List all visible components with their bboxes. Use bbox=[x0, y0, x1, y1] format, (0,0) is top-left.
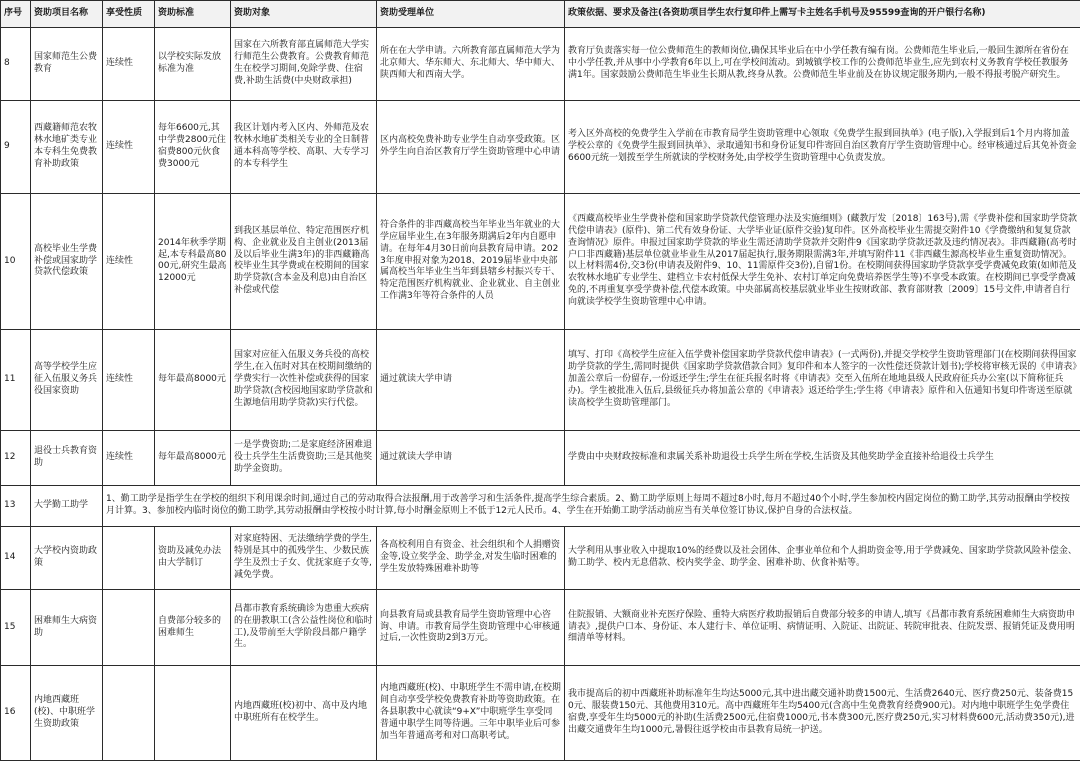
office: 区内高校免费补助专业学生自动享受政策。区外学生向自治区教育厅学生资助管理中心申请 bbox=[377, 101, 565, 194]
target: 昌都市教育系统确诊为患重大疾病的在册教职工(含公益性岗位和临时工),及带前至大学阶段昌都户籍学生。 bbox=[231, 590, 377, 666]
row-number: 12 bbox=[1, 431, 31, 485]
policy: 考入区外高校的免费学生入学前在市教育局学生资助管理中心领取《免费学生报到回执单》(电子版),入学报到后1个月内将加盖学校公章的《免费学生报到回执单》、录取通知书和身份证复印件寄回自治区教育厅学生资助管理中心。经审核通过后其免补资金6600元统一划拨至学生所就读的学校财务处,由学校学生资助管理中心负责发放。 bbox=[565, 101, 1080, 194]
office: 通过就读大学申请 bbox=[377, 431, 565, 485]
header-row bbox=[1, 1, 1080, 28]
nature: 连续性 bbox=[103, 431, 155, 485]
policy: 我市提高后的初中西藏班补助标准年生均达5000元,其中进出藏交通补助费1500元、生活费2640元、医疗费250元、装备费150元、服装费150元、其他费用310元。高中西藏班年生均5400元(含高中生免费教育经费900元)。对内地中职班学生免学费住宿费,享受年生均5000元的补助(生活费2500元,住宿费1000元,书本费300元,医疗费250元,实习材料费600元,活动费350元),进出藏交通费年生均1000元,暑假往返学校由市县教育局统一护送。 bbox=[565, 665, 1080, 760]
project-name: 困难师生大病资助 bbox=[31, 590, 103, 666]
table-row bbox=[1, 485, 1080, 527]
row-number: 9 bbox=[1, 101, 31, 194]
merged-description: 1、勤工助学是指学生在学校的组织下利用课余时间,通过自己的劳动取得合法报酬,用于改善学习和生活条件,提高学生综合素质。2、勤工助学原则上每周不超过8小时,每月不超过40个小时,学生参加校内固定岗位的勤工助学,其劳动报酬由学校按月计算。3、参加校内临时岗位的勤工助学,其劳动报酬由学校按小时计算,每小时酬金原则上不低于12元人民币。4、学生在开始勤工助学活动前应当有关单位签订协议,保护自身的合法权益。 bbox=[103, 485, 1080, 527]
table-row bbox=[1, 101, 1080, 194]
standard: 每年最高8000元 bbox=[155, 431, 231, 485]
office: 向县教育局或县教育局学生资助管理中心咨询、申请。市教育局学生资助管理中心审核通过后,一次性资助2到3万元。 bbox=[377, 590, 565, 666]
policy: 《西藏高校毕业生学费补偿和国家助学贷款代偿管理办法及实施细则》(藏教厅发〔2018〕163号),需《学费补偿和国家助学贷款代偿申请表》(原件)、第二代有效身份证、大学毕业证(原件交验)复印件。区外高校毕业生需提交附件10《学费缴纳和复复贷款查询情况》原件。申报过国家助学贷款的毕业生需还清助学贷款并交附件9《国家助学贷款还款及违约情况表》。非西藏籍(高考时户口非西藏籍)基层单位就业毕业生从2017届起执行,服务期限需满3年,并填写附件11《非西藏生源高校毕业生重复资助情况》。以上材料需4份,交3份(申请表及附件9、10、11需原件交3份),自留1份。在校期间获得国家助学贷款享受学费减免政策(如师范及农牧林水地矿专业学生、建档立卡农村低保大学生免补、农村订单定向免费培养医学生等)不享受本政策。在校期间已享受学费减免的,不再重复享受学费补偿,代偿本政策。中央部属高校基层就业毕业生按财政部、教育部财教〔2009〕15号文件,申请者自行向就读学校学生资助管理中心申请。 bbox=[565, 194, 1080, 330]
row-number: 14 bbox=[1, 527, 31, 590]
header-office: 资助受理单位 bbox=[377, 1, 565, 28]
table-row bbox=[1, 27, 1080, 101]
project-name: 大学校内资助政策 bbox=[31, 527, 103, 590]
policy: 住院报销、大额商业补充医疗保险、重特大病医疗救助报销后自费部分较多的申请人,填写《昌都市教育系统困难师生大病资助申请表》,提供户口本、身份证、本人建行卡、单位证明、病情证明、入院证、出院证、转院审批表、住院发票、报销凭证及费用明细清单等材料。 bbox=[565, 590, 1080, 666]
standard bbox=[155, 665, 231, 760]
header-number: 序号 bbox=[1, 1, 31, 28]
office: 所在在大学申请。六所教育部直属师范大学为北京师大、华东师大、东北师大、华中师大、陕西师大和西南大学。 bbox=[377, 27, 565, 101]
office: 内地西藏班(校)、中职班学生不需申请,在校期间自动享受学校免费教育补助等资助政策。在各县职教中心就读“9+X”中职班学生享受同普通中职学生同等待遇。三年中职毕业后可参加当年普通高考和对口高职考试。 bbox=[377, 665, 565, 760]
target: 我区计划内考入区内、外师范及农牧林水地矿类相关专业的全日制普通本科高等学校、高职、大专学习的本专科学生 bbox=[231, 101, 377, 194]
project-name: 国家师范生公费教育 bbox=[31, 27, 103, 101]
table-row bbox=[1, 431, 1080, 485]
nature: 连续性 bbox=[103, 194, 155, 330]
header-nature: 享受性质 bbox=[103, 1, 155, 28]
nature bbox=[103, 665, 155, 760]
row-number: 8 bbox=[1, 27, 31, 101]
office: 各高校利用自有资金、社会组织和个人捐赠资金等,设立奖学金、助学金,对发生临时困难的学生发放特殊困难补助等 bbox=[377, 527, 565, 590]
project-name: 退役士兵教育资助 bbox=[31, 431, 103, 485]
row-number: 13 bbox=[1, 485, 31, 527]
project-name: 西藏籍师范农牧林水地矿类专业本专科生免费教育补助政策 bbox=[31, 101, 103, 194]
standard: 每年6600元,其中学费2800元住宿费800元伙食费3000元 bbox=[155, 101, 231, 194]
policy: 填写、打印《高校学生应征入伍学费补偿国家助学贷款代偿申请表》(一式两份),并提交学校学生资助管理部门(在校期间获得国家助学贷款的学生,需同时提供《国家助学贷款借款合同》复印件和本人签字的一次性偿还贷款计划书);学校将审核无误的《申请表》加盖公章后一份留存,一份返还学生;学生在征兵报名时将《申请表》交至入伍所在地地县级人民政府征兵办公室(以下简称征兵办)。学生被批准入伍后,县级征兵办将加盖公章的《申请表》返还给学生;学生将《申请表》原件和入伍通知书复印件寄送至原就读高校学生资助管理部门。 bbox=[565, 329, 1080, 430]
policy: 学费由中央财政按标准和隶属关系补助退役士兵学生所在学校,生活资及其他奖助学金直接补给退役士兵学生 bbox=[565, 431, 1080, 485]
header-target: 资助对象 bbox=[231, 1, 377, 28]
office: 符合条件的非西藏高校当年毕业当年就业的大学应届毕业生,在3年服务期满后2年内自愿申请。在每年4月30日前向县教育局申请。2023年度申报对象为2018、2019届毕业中央部属高校当年毕业生当年到县辖乡村振兴专干、特定范围医疗机构就业、企业就业、自主创业工作满3年等符合条件的人员 bbox=[377, 194, 565, 330]
table-row bbox=[1, 329, 1080, 430]
standard: 以学校实际发放标准为准 bbox=[155, 27, 231, 101]
project-name: 高校毕业生学费补偿或国家助学贷款代偿政策 bbox=[31, 194, 103, 330]
standard: 资助及减免办法由大学制订 bbox=[155, 527, 231, 590]
standard: 自费部分较多的困难师生 bbox=[155, 590, 231, 666]
target: 内地西藏班(校)初中、高中及内地中职班所有在校学生。 bbox=[231, 665, 377, 760]
project-name: 内地西藏班(校)、中职班学生资助政策 bbox=[31, 665, 103, 760]
header-policy: 政策依据、要求及备注(各资助项目学生农行复印件上需写卡主姓名手机号及95599查询的开户银行名称) bbox=[565, 1, 1080, 28]
office: 通过就读大学申请 bbox=[377, 329, 565, 430]
table-row bbox=[1, 194, 1080, 330]
target: 对家庭特困、无法缴纳学费的学生,特别是其中的孤残学生、少数民族学生及烈士子女、优抚家庭子女等,减免学费。 bbox=[231, 527, 377, 590]
nature: 连续性 bbox=[103, 329, 155, 430]
table-row bbox=[1, 590, 1080, 666]
row-number: 10 bbox=[1, 194, 31, 330]
nature bbox=[103, 527, 155, 590]
table-row bbox=[1, 665, 1080, 760]
policy: 大学利用从事业收入中提取10%的经费以及社会团体、企事业单位和个人捐助资金等,用于学费减免、国家助学贷款风险补偿金、勤工助学、校内无息借款、校内奖学金、助学金、困难补助、伙食补贴等。 bbox=[565, 527, 1080, 590]
policy: 教育厅负责落实每一位公费师范生的教师岗位,确保其毕业后在中小学任教有编有岗。公费师范生毕业后,一般回生源所在省份在中小学任教,并从事中小学教育6年以上,可在学校间流动。到城镇学校工作的公费师范毕业生,应先到农村义务教育学校任教服务满1年。国家鼓励公费师范生毕业生长期从教,终身从教。公费师范生毕业前及在协议规定服务期内,一般不得报考脱产研究生。 bbox=[565, 27, 1080, 101]
project-name: 高等学校学生应征入伍服义务兵役国家资助 bbox=[31, 329, 103, 430]
target: 到我区基层单位、特定范围医疗机构、企业就业及自主创业(2013届及以后毕业生满3年)的非西藏籍高校毕业生其学费或在校期间的国家助学贷款(含本金及利息)由自治区补偿或代偿 bbox=[231, 194, 377, 330]
nature: 连续性 bbox=[103, 101, 155, 194]
standard: 2014年秋季学期起,本专科最高8000元,研究生最高12000元 bbox=[155, 194, 231, 330]
table-row bbox=[1, 527, 1080, 590]
row-number: 15 bbox=[1, 590, 31, 666]
nature: 连续性 bbox=[103, 27, 155, 101]
header-standard: 资助标准 bbox=[155, 1, 231, 28]
row-number: 11 bbox=[1, 329, 31, 430]
target: 国家对应征入伍服义务兵役的高校学生,在入伍时对其在校期间缴纳的学费实行一次性补偿或获得的国家助学贷款(含校园地国家助学贷款和生源地信用助学贷款)实行代偿。 bbox=[231, 329, 377, 430]
project-name: 大学勤工助学 bbox=[31, 485, 103, 527]
header-project-name: 资助项目名称 bbox=[31, 1, 103, 28]
row-number: 16 bbox=[1, 665, 31, 760]
standard: 每年最高8000元 bbox=[155, 329, 231, 430]
target: 一是学费资助;二是家庭经济困难退役士兵学生生活费资助;三是其他奖助学金资助。 bbox=[231, 431, 377, 485]
nature bbox=[103, 590, 155, 666]
target: 国家在六所教育部直属师范大学实行师范生公费教育。公费教育师范生在校学习期间,免除学费、住宿费,补助生活费(中央财政承担) bbox=[231, 27, 377, 101]
